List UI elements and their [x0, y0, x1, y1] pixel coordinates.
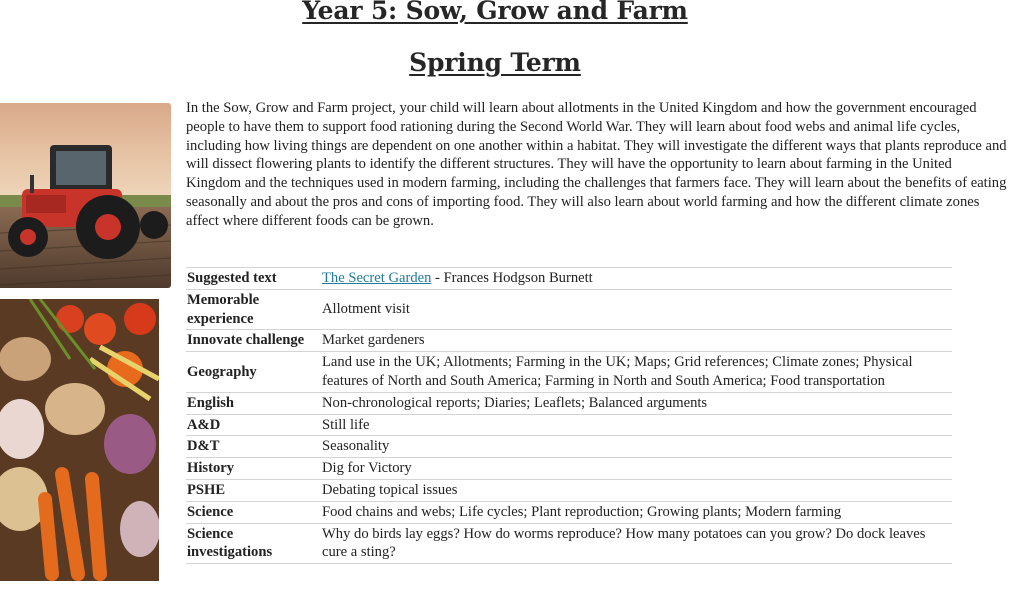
table-row — [186, 330, 952, 352]
table-row — [186, 414, 952, 436]
row-value: Non-chronological reports; Diaries; Leaflets; Balanced arguments — [321, 392, 952, 414]
table-row — [186, 458, 952, 480]
table-row — [186, 289, 952, 330]
suggested-text-author: - Frances Hodgson Burnett — [431, 270, 593, 286]
row-label: PSHE — [186, 479, 321, 501]
table-row — [186, 501, 952, 523]
row-value: Food chains and webs; Life cycles; Plant reproduction; Growing plants; Modern farming — [321, 501, 952, 523]
row-label: History — [186, 458, 321, 480]
row-value: Market gardeners — [321, 330, 952, 352]
row-value — [321, 268, 952, 290]
table-row — [186, 436, 952, 458]
table-row — [186, 268, 952, 290]
row-label: Memorable experience — [186, 289, 321, 330]
tractor-photo — [0, 103, 171, 288]
row-value: Debating topical issues — [321, 479, 952, 501]
row-label: Geography — [186, 352, 321, 393]
page-subtitle: Spring Term — [409, 48, 581, 77]
row-value: Why do birds lay eggs? How do worms reproduce? How many potatoes can you grow? Do dock leaves cure a sting? — [321, 523, 952, 564]
row-value: Dig for Victory — [321, 458, 952, 480]
row-label: English — [186, 392, 321, 414]
row-label: A&D — [186, 414, 321, 436]
table-row — [186, 392, 952, 414]
row-label: Innovate challenge — [186, 330, 321, 352]
row-label: D&T — [186, 436, 321, 458]
row-label: Suggested text — [186, 268, 321, 290]
row-value: Seasonality — [321, 436, 952, 458]
vegetables-photo — [0, 299, 159, 581]
page-title: Year 5: Sow, Grow and Farm — [302, 0, 688, 25]
row-value: Land use in the UK; Allotments; Farming in the UK; Maps; Grid references; Climate zones; Physical features of North and South America; Farming in North and South America; Food transportation — [321, 352, 952, 393]
project-introduction: In the Sow, Grow and Farm project, your child will learn about allotments in the United Kingdom and how the government encouraged people to have them to support food rationing during the Second World War. They will learn about food webs and animal life cycles, including how living things are dependent on one another within a habitat. They will investigate the different ways that plants reproduce and will dissect flowering plants to identify the different structures. They will have the opportunity to learn about farming in the United Kingdom and the techniques used in modern farming, including the challenges that farmers face. They will learn about the benefits of eating seasonally and about the pros and cons of importing food. They will also learn about world farming and how the different climate zones affect where different foods can be grown. — [186, 100, 1007, 229]
table-row — [186, 352, 952, 393]
suggested-text-link[interactable]: The Secret Garden — [322, 270, 432, 286]
row-label: Science investigations — [186, 523, 321, 564]
row-value: Still life — [321, 414, 952, 436]
row-value: Allotment visit — [321, 289, 952, 330]
row-label: Science — [186, 501, 321, 523]
table-row — [186, 523, 952, 564]
table-row — [186, 479, 952, 501]
curriculum-table — [186, 267, 952, 564]
